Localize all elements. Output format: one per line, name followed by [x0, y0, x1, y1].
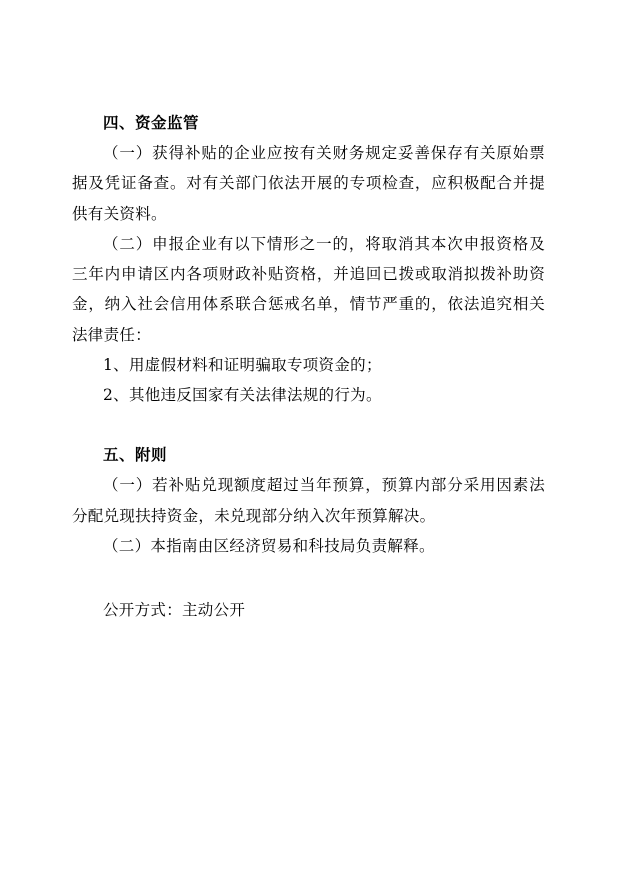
section-5-paragraph-1: （一）若补贴兑现额度超过当年预算，预算内部分采用因素法分配兑现扶持资金，未兑现部分纳入次年预算解决。 [72, 476, 545, 525]
section-heading-5: 五、附则 [103, 445, 168, 465]
section-heading-4: 四、资金监管 [103, 113, 200, 132]
footer-spacer [72, 561, 545, 595]
document-body [72, 108, 545, 625]
section-4-paragraph-2: （二）申报企业有以下情形之一的，将取消其本次申报资格及三年内申请区内各项财政补贴资格，并追回已拨或取消拟拨补助资金，纳入社会信用体系联合惩戒名单，情节严重的，依法追究相关法律责任： [72, 234, 545, 344]
section-4-list-item-2: 2、其他违反国家有关法律法规的行为。 [103, 385, 382, 404]
disclosure-method: 公开方式：主动公开 [103, 601, 246, 620]
section-spacer [72, 410, 545, 440]
section-4-list-item-1: 1、用虚假材料和证明骗取专项资金的； [103, 355, 382, 374]
section-4-paragraph-1: （一）获得补贴的企业应按有关财务规定妥善保存有关原始票据及凭证备查。对有关部门依法开展的专项检查，应积极配合并提供有关资料。 [72, 144, 545, 223]
section-5-paragraph-2: （二）本指南由区经济贸易和科技局负责解释。 [103, 536, 435, 555]
